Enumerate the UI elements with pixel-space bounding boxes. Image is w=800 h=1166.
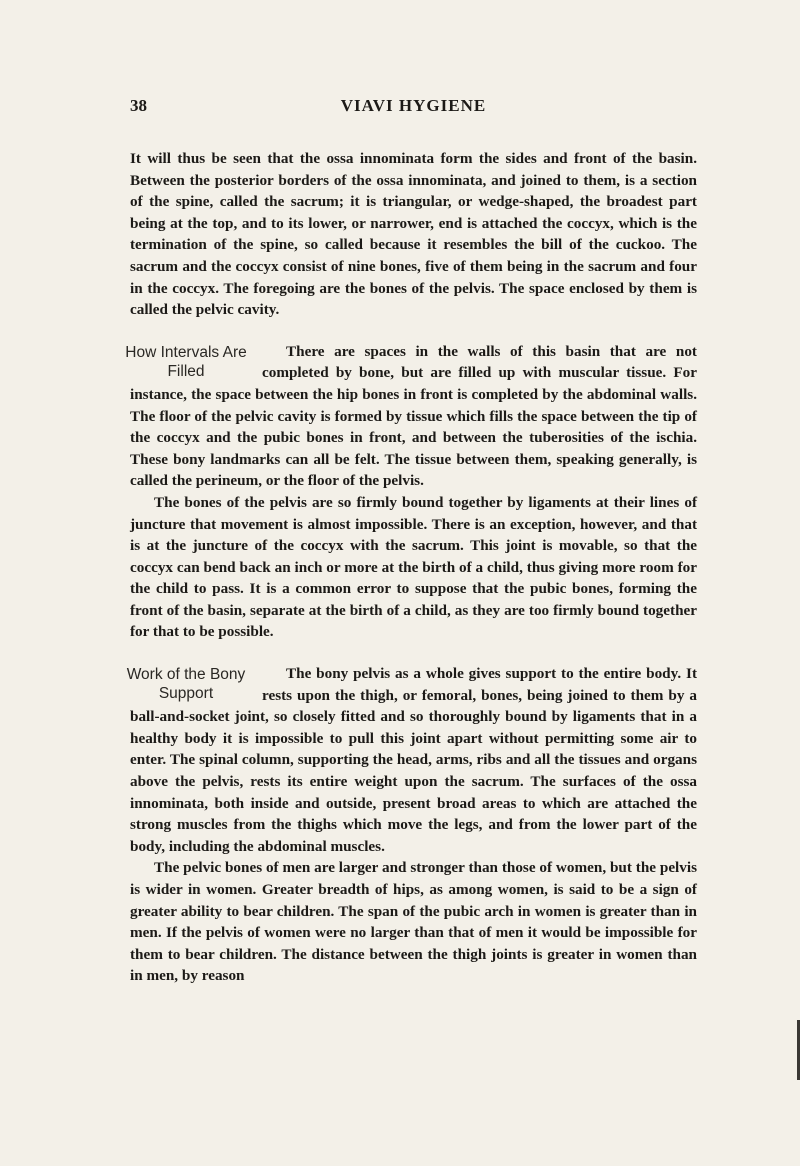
side-heading-intervals: How Intervals Are Filled	[125, 343, 247, 380]
paragraph-2: There are spaces in the walls of this basin that are not completed by bone, but are filled up with muscular tissue. For instance, the space between the hip bones in front is completed by the abdominal walls. The floor of the pelvic cavity is formed by tissue which fills the space between the tip of the coccyx and the pubic bones in front, and between the tuberosities of the ischia. These bony landmarks can all be felt. The tissue between them, speaking generally, is called the perineum, or the floor of the pelvis.	[130, 342, 697, 490]
spacer	[130, 321, 697, 341]
paragraph-4: The bony pelvis as a whole gives support to the entire body. It rests upon the thigh, or femoral, bones, being joined to them by a ball-and-socket joint, so closely fitted and so thoroughly bound by ligaments that in a healthy body it is impossible to pull this joint apart without permitting some air to enter. The spinal column, supporting the head, arms, ribs and all the tissues and organs above the pelvis, rests its entire weight upon the sacrum. The surfaces of the ossa innominata, both inside and outside, present broad areas to which are attached the strong muscles from the thighs which move the legs, and from the lower part of the body, including the abdominal muscles.	[130, 665, 697, 855]
section-intervals	[125, 341, 697, 492]
running-head: VIAVI HYGIENE	[340, 96, 487, 115]
book-page	[125, 96, 697, 987]
page-number: 38	[130, 96, 147, 115]
page-header	[130, 96, 697, 122]
spacer	[130, 643, 697, 663]
side-heading-bony-support: Work of the Bony Support	[126, 666, 246, 703]
paragraph-3: The bones of the pelvis are so firmly bound together by ligaments at their lines of juncture that movement is almost impossible. There is an exception, however, and that is at the juncture of the coccyx with the sacrum. This joint is movable, so that the coccyx can bend back an inch or more at the birth of a child, thus giving more room for the child to pass. It is a common error to suppose that the pubic bones, forming the front of the basin, separate at the birth of a child, as they are too firmly bound together for that to be possible.	[130, 493, 697, 641]
paragraph-1: It will thus be seen that the ossa innominata form the sides and front of the basin. Between the posterior borders of the ossa innominata, and joined to them, is a section of the spine, called the sacrum; it is triangular, or wedge-shaped, the broadest part being at the top, and to its lower, or narrower, end is attached the coccyx, which is the termination of the spine, so called because it resembles the bill of the cuckoo. The sacrum and the coccyx consist of nine bones, five of them being in the sacrum and four in the coccyx. The foregoing are the bones of the pelvis. The space enclosed by them is called the pelvic cavity.	[130, 150, 697, 319]
section-bony-support	[126, 663, 697, 857]
paragraph-5: The pelvic bones of men are larger and stronger than those of women, but the pelvis is wider in women. Greater breadth of hips, as among women, is said to be a sign of greater ability to bear children. The span of the pubic arch in women is greater than in men. If the pelvis of women were no larger than that of men it would be impossible for them to bear children. The distance between the thigh joints is greater in women than in men, by reason	[130, 859, 697, 985]
